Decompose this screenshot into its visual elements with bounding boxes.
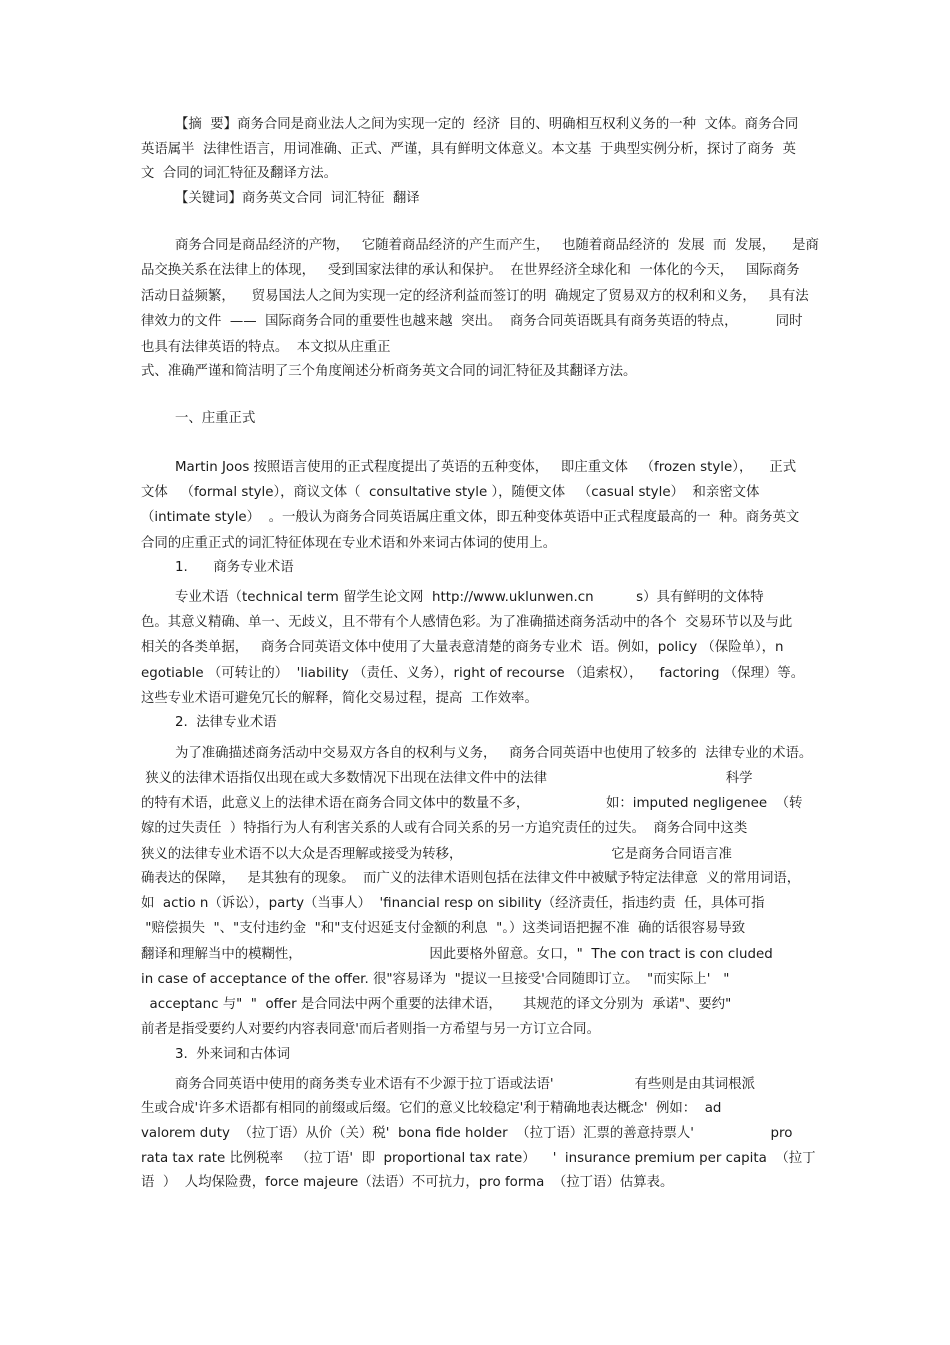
- sub2-line-7: 如 actio n（诉讼），party（当事人） 'financial resp on sibility（经济责任，指违约责 任，具体可指: [141, 896, 765, 911]
- intro-line-5: 也具有法律英语的特点。 本文拟从庄重正: [141, 340, 391, 355]
- section1-line-3: （intimate style） 。一般认为商务合同英语属庄重文体，即五种变体英语中正式程度最高的一 种。商务英文: [141, 510, 800, 525]
- intro-line-3: 活动日益频繁， 贸易国法人之间为实现一定的经济利益而签订的明 确规定了贸易双方的权利和义务， 具有法: [141, 289, 809, 304]
- sub3-line-1: 商务合同英语中使用的商务类专业术语有不少源于拉丁语或法语' 有些则是由其词根派: [175, 1077, 756, 1092]
- section-heading-formal: 一、庄重正式: [175, 411, 256, 426]
- section1-line-4: 合同的庄重正式的词汇特征体现在专业术语和外来词古体词的使用上。: [141, 536, 557, 551]
- section1-line-2: 文体 （formal style），商议文体（ consultative style ），随便文体 （casual style） 和亲密文体: [141, 485, 760, 500]
- sub2-line-4: 嫁的过失责任 ）特指行为人有利害关系的人或有合同关系的另一方追究责任的过失。 商务合同中这类: [141, 821, 748, 836]
- sub1-line-2: 色。其意义精确、单一、无歧义，且不带有个人感情色彩。为了准确描述商务活动中的各个 交易环节以及与此: [141, 615, 793, 630]
- sub3-line-3: valorem duty （拉丁语）从价（关）税' bona fide holder （拉丁语）汇票的善意持票人' pro: [141, 1126, 793, 1141]
- sub2-line-5: 狭义的法律专业术语不以大众是否理解或接受为转移， 它是商务合同语言准: [141, 847, 732, 862]
- subheading-business-terms: 1. 商务专业术语: [175, 560, 294, 575]
- sub2-line-3: 的特有术语，此意义上的法律术语在商务合同文体中的数量不多， 如：imputed negligenee （转: [141, 796, 803, 811]
- sub2-line-12: 前者是指受要约人对要约内容表同意'而后者则指一方希望与另一方订立合同。: [141, 1022, 600, 1037]
- intro-line-4: 律效力的文件 —— 国际商务合同的重要性也越来越 突出。 商务合同英语既具有商务英语的特点， 同时: [141, 314, 803, 329]
- sub3-line-4: rata tax rate 比例税率 （拉丁语' 即 proportional tax rate） ' insurance premium per capita （拉丁: [141, 1151, 816, 1166]
- section1-line-1: Martin Joos 按照语言使用的正式程度提出了英语的五种变体， 即庄重文体 （frozen style）， 正式: [175, 460, 797, 475]
- keywords-line: 【关键词】商务英文合同 词汇特征 翻译: [175, 191, 420, 206]
- subheading-loanwords: 3. 外来词和古体词: [175, 1047, 291, 1062]
- intro-line-1: 商务合同是商品经济的产物， 它随着商品经济的产生而产生， 也随着商品经济的 发展 而 发展， 是商: [175, 238, 819, 253]
- sub3-line-2: 生或合成'许多术语都有相同的前缀或后缀。它们的意义比较稳定'利于精确地表达概念' 例如： ad: [141, 1101, 722, 1116]
- subheading-legal-terms: 2. 法律专业术语: [175, 715, 277, 730]
- sub2-line-8: "赔偿损失 "、"支付违约金 "和"支付迟延支付金额的利息 "。）这类词语把握不准 确的话很容易导致: [141, 921, 746, 936]
- sub3-line-5: 语 ） 人均保险费，force majeure（法语）不可抗力，pro forma （拉丁语）估算表。: [141, 1175, 674, 1190]
- sub2-line-6: 确表达的保障， 是其独有的现象。 而广义的法律术语则包括在法律文件中被赋予特定法律意 义的常用词语，: [141, 871, 801, 886]
- sub1-line-5: 这些专业术语可避免冗长的解释，简化交易过程，提高 工作效率。: [141, 691, 538, 706]
- intro-line-6: 式、准确严谨和简洁明了三个角度阐述分析商务英文合同的词汇特征及其翻译方法。: [141, 364, 637, 379]
- intro-line-2: 品交换关系在法律上的体现， 受到国家法律的承认和保护。 在世界经济全球化和 一体化的今天， 国际商务: [141, 263, 800, 278]
- abstract-line-1: 【摘 要】商务合同是商业法人之间为实现一定的 经济 目的、明确相互权利义务的一种 文体。商务合同: [175, 117, 799, 132]
- abstract-line-2: 英语属半 法律性语言，用词准确、正式、严谨，具有鲜明文体意义。本文基 于典型实例分析，探讨了商务 英: [141, 142, 796, 157]
- abstract-line-3: 文 合同的词汇特征及翻译方法。: [141, 166, 337, 181]
- sub1-line-4: egotiable （可转让的） 'liability （责任、义务），right of recourse （追索权）， factoring （保理）等。: [141, 666, 805, 681]
- sub1-line-3: 相关的各类单据， 商务合同英语文体中使用了大量表意清楚的商务专业术 语。例如，policy （保险单），n: [141, 640, 784, 655]
- sub2-line-9: 翻译和理解当中的模糊性， 因此要格外留意。女口，" The con tract is con cluded: [141, 947, 773, 962]
- sub2-line-2: 狭义的法律术语指仅出现在或大多数情况下出现在法律文件中的法律 科学: [141, 771, 753, 786]
- sub2-line-10: in case of acceptance of the offer. 很"容易译为 "提议一旦接受'合同随即订立。 "而实际上' ": [141, 972, 730, 987]
- sub2-line-1: 为了准确描述商务活动中交易双方各自的权利与义务， 商务合同英语中也使用了较多的 法律专业的术语。: [175, 746, 813, 761]
- sub1-line-1: 专业术语（technical term 留学生论文网 http://www.uklunwen.cn s）具有鲜明的文体特: [175, 590, 764, 605]
- sub2-line-11: acceptanc 与" " offer 是合同法中两个重要的法律术语， 其规范的译文分别为 承诺"、要约": [141, 997, 732, 1012]
